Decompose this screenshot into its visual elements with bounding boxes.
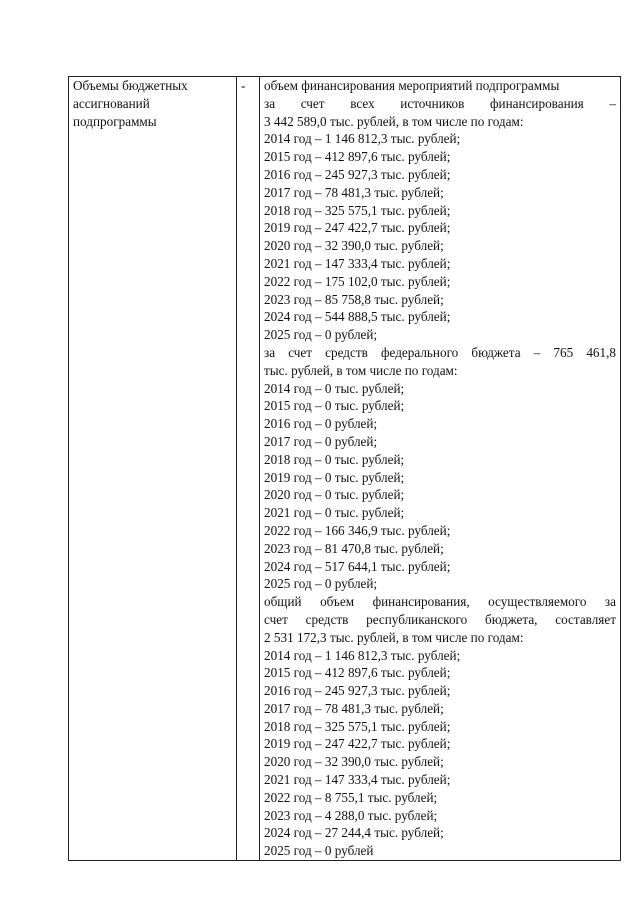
list-item: 2020 год – 0 тыс. рублей; — [264, 487, 405, 503]
list-item: 2014 год – 0 тыс. рублей; — [264, 380, 405, 396]
list-item: 2025 год – 0 рублей; — [264, 327, 378, 343]
list-item: 2021 год – 0 тыс. рублей; — [264, 505, 405, 521]
list-item: 2016 год – 245 927,3 тыс. рублей; — [264, 683, 451, 699]
federal-list — [264, 380, 616, 594]
federal-intro-line: тыс. рублей, в том числе по годам: — [264, 362, 458, 378]
list-item: 2023 год – 85 758,8 тыс. рублей; — [264, 291, 444, 307]
republic-intro-line: счет средств республиканского бюджета, составляет — [264, 611, 616, 627]
list-item: 2022 год – 166 346,9 тыс. рублей; — [264, 522, 451, 538]
list-item: 2024 год – 517 644,1 тыс. рублей; — [264, 558, 451, 574]
list-item: 2025 год – 0 рублей; — [264, 576, 378, 592]
list-item: 2014 год – 1 146 812,3 тыс. рублей; — [264, 131, 461, 147]
list-item: 2015 год – 0 тыс. рублей; — [264, 398, 405, 414]
republic-intro-line: 2 531 172,3 тыс. рублей, в том числе по годам: — [264, 629, 524, 645]
all-sources-list — [264, 130, 616, 344]
list-item: 2016 год – 245 927,3 тыс. рублей; — [264, 166, 451, 182]
federal-intro-line: за счет средств федерального бюджета – 765 461,8 — [264, 344, 616, 360]
row-label-cell — [69, 77, 237, 861]
dash-mark: - — [241, 78, 246, 93]
list-item: 2019 год – 247 422,7 тыс. рублей; — [264, 220, 451, 236]
table-row — [69, 77, 621, 861]
list-item: 2020 год – 32 390,0 тыс. рублей; — [264, 238, 444, 254]
list-item: 2024 год – 27 244,4 тыс. рублей; — [264, 825, 444, 841]
list-item: 2023 год – 81 470,8 тыс. рублей; — [264, 540, 444, 556]
list-item: 2022 год – 175 102,0 тыс. рублей; — [264, 273, 451, 289]
republic-intro-paragraph — [264, 593, 616, 646]
list-item: 2016 год – 0 рублей; — [264, 416, 378, 432]
list-item: 2015 год – 412 897,6 тыс. рублей; — [264, 665, 451, 681]
list-item: 2019 год – 247 422,7 тыс. рублей; — [264, 736, 451, 752]
republic-intro-line: общий объем финансирования, осуществляемого за — [264, 594, 616, 610]
list-item: 2017 год – 0 рублей; — [264, 433, 378, 449]
list-item: 2018 год – 0 тыс. рублей; — [264, 451, 405, 467]
intro-paragraph — [264, 77, 616, 130]
list-item: 2015 год – 412 897,6 тыс. рублей; — [264, 149, 451, 165]
list-item: 2017 год – 78 481,3 тыс. рублей; — [264, 184, 444, 200]
row-label-line: подпрограммы — [73, 113, 157, 129]
row-label-line: Объемы бюджетных — [73, 78, 188, 93]
list-item: 2022 год – 8 755,1 тыс. рублей; — [264, 789, 438, 805]
republic-list — [264, 647, 616, 861]
budget-table — [68, 76, 621, 861]
dash-cell — [237, 77, 260, 861]
list-item: 2021 год – 147 333,4 тыс. рублей; — [264, 255, 451, 271]
intro-line: 3 442 589,0 тыс. рублей, в том числе по годам: — [264, 113, 524, 129]
list-item: 2014 год – 1 146 812,3 тыс. рублей; — [264, 647, 461, 663]
federal-intro-paragraph — [264, 344, 616, 380]
intro-line: за счет всех источников финансирования – — [264, 95, 616, 111]
list-item: 2019 год – 0 тыс. рублей; — [264, 469, 405, 485]
list-item: 2023 год – 4 288,0 тыс. рублей; — [264, 807, 438, 823]
list-item: 2018 год – 325 575,1 тыс. рублей; — [264, 718, 451, 734]
list-item: 2021 год – 147 333,4 тыс. рублей; — [264, 772, 451, 788]
row-label-line: ассигнований — [73, 95, 150, 111]
list-item: 2017 год – 78 481,3 тыс. рублей; — [264, 700, 444, 716]
list-item: 2018 год – 325 575,1 тыс. рублей; — [264, 202, 451, 218]
funding-content-cell — [260, 77, 621, 861]
intro-line: объем финансирования мероприятий подпрограммы — [264, 78, 560, 93]
list-item: 2024 год – 544 888,5 тыс. рублей; — [264, 309, 451, 325]
list-item: 2020 год – 32 390,0 тыс. рублей; — [264, 754, 444, 770]
list-item: 2025 год – 0 рублей — [264, 843, 374, 859]
